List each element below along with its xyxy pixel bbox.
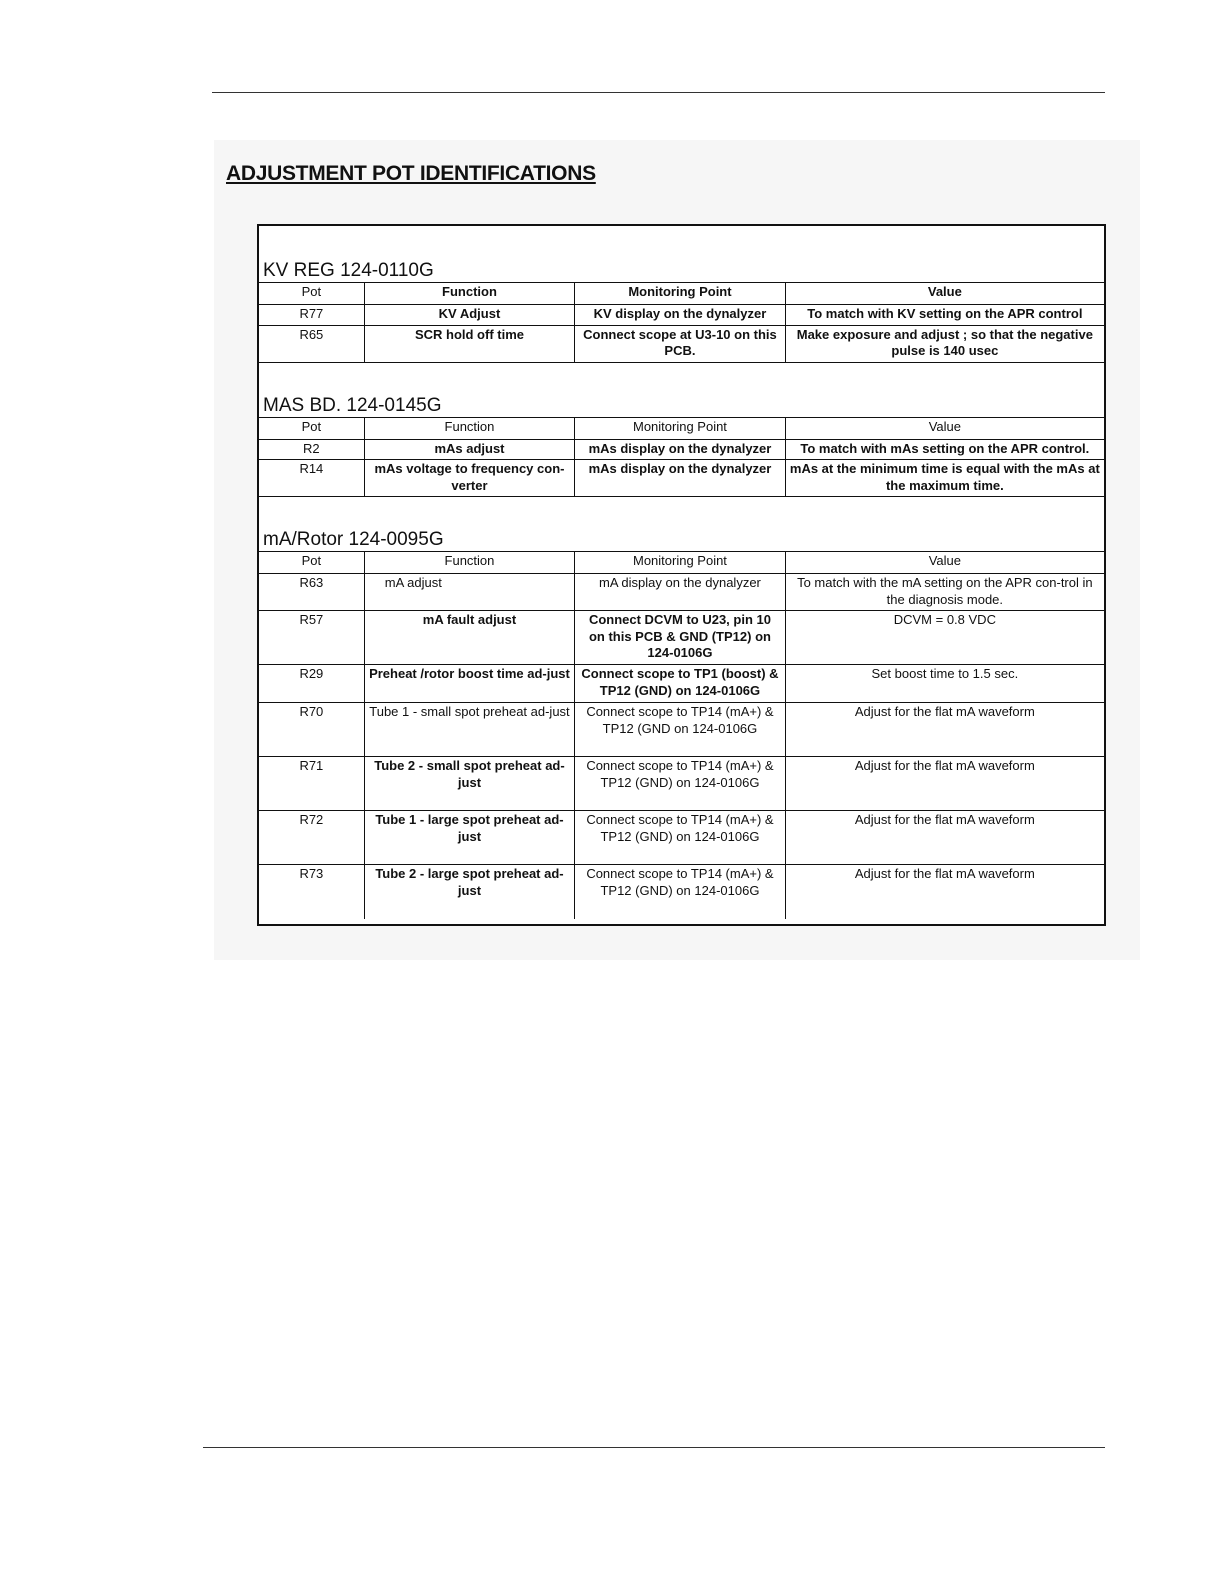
value-cell: Adjust for the flat mA waveform xyxy=(785,703,1104,757)
table-row xyxy=(259,325,1104,362)
pot-cell: R57 xyxy=(259,611,364,665)
value-cell: mAs at the minimum time is equal with the mAs at the maximum time. xyxy=(785,460,1104,497)
monitoring-cell: Connect scope to TP14 (mA+) & TP12 (GND) on 124-0106G xyxy=(575,811,785,865)
section-title-kv-reg: KV REG 124-0110G xyxy=(263,260,434,281)
page-title: ADJUSTMENT POT IDENTIFICATIONS xyxy=(226,162,596,185)
header-rule xyxy=(212,92,1105,93)
monitoring-cell: Connect scope to TP1 (boost) & TP12 (GND) on 124-0106G xyxy=(575,665,785,703)
pot-cell: R71 xyxy=(259,757,364,811)
monitoring-cell: mAs display on the dynalyzer xyxy=(575,460,785,497)
pot-cell: R14 xyxy=(259,460,364,497)
value-cell: Adjust for the flat mA waveform xyxy=(785,757,1104,811)
col-header-value: Value xyxy=(785,417,1104,439)
column-header-row xyxy=(259,417,1104,439)
function-cell: Tube 1 - large spot preheat ad-just xyxy=(364,811,574,865)
pot-cell: R2 xyxy=(259,439,364,460)
pot-identification-table-frame xyxy=(257,224,1106,926)
col-header-monitoring-point: Monitoring Point xyxy=(575,552,785,574)
function-cell: mAs voltage to frequency con-verter xyxy=(364,460,574,497)
col-header-value: Value xyxy=(785,552,1104,574)
pot-cell: R70 xyxy=(259,703,364,757)
table-row xyxy=(259,574,1104,611)
monitoring-cell: mA display on the dynalyzer xyxy=(575,574,785,611)
col-header-function: Function xyxy=(364,283,574,305)
section-title-ma-rotor: mA/Rotor 124-0095G xyxy=(259,497,1104,552)
value-cell: Adjust for the flat mA waveform xyxy=(785,811,1104,865)
function-cell: Tube 2 - small spot preheat ad-just xyxy=(364,757,574,811)
column-header-row xyxy=(259,552,1104,574)
col-header-monitoring-point: Monitoring Point xyxy=(575,417,785,439)
table-row xyxy=(259,703,1104,757)
pot-cell: R72 xyxy=(259,811,364,865)
pot-cell: R65 xyxy=(259,325,364,362)
section-title-row xyxy=(259,362,1104,417)
function-cell: mA fault adjust xyxy=(364,611,574,665)
monitoring-cell: Connect scope at U3-10 on this PCB. xyxy=(575,325,785,362)
value-cell: Adjust for the flat mA waveform xyxy=(785,865,1104,919)
value-cell: Set boost time to 1.5 sec. xyxy=(785,665,1104,703)
value-cell: To match with the mA setting on the APR con-trol in the diagnosis mode. xyxy=(785,574,1104,611)
table-row xyxy=(259,665,1104,703)
value-cell: To match with mAs setting on the APR control. xyxy=(785,439,1104,460)
monitoring-cell: Connect DCVM to U23, pin 10 on this PCB & GND (TP12) on 124-0106G xyxy=(575,611,785,665)
monitoring-cell: Connect scope to TP14 (mA+) & TP12 (GND) on 124-0106G xyxy=(575,865,785,919)
monitoring-cell: Connect scope to TP14 (mA+) & TP12 (GND on 124-0106G xyxy=(575,703,785,757)
table-row xyxy=(259,305,1104,326)
col-header-monitoring-point: Monitoring Point xyxy=(575,283,785,305)
section-title-mas-bd: MAS BD. 124-0145G xyxy=(259,362,1104,417)
section-title-row xyxy=(259,226,1104,283)
function-cell: SCR hold off time xyxy=(364,325,574,362)
col-header-value: Value xyxy=(785,283,1104,305)
col-header-function: Function xyxy=(364,552,574,574)
pot-cell: R29 xyxy=(259,665,364,703)
monitoring-cell: KV display on the dynalyzer xyxy=(575,305,785,326)
table-row xyxy=(259,460,1104,497)
table-row xyxy=(259,811,1104,865)
function-cell: mA adjust xyxy=(364,574,574,611)
col-header-function: Function xyxy=(364,417,574,439)
function-cell: mAs adjust xyxy=(364,439,574,460)
section-title-row xyxy=(259,497,1104,552)
function-cell: Tube 2 - large spot preheat ad-just xyxy=(364,865,574,919)
pot-cell: R73 xyxy=(259,865,364,919)
value-cell: To match with KV setting on the APR control xyxy=(785,305,1104,326)
table-row xyxy=(259,439,1104,460)
column-header-row xyxy=(259,283,1104,305)
table-row xyxy=(259,611,1104,665)
table-row xyxy=(259,865,1104,919)
col-header-pot: Pot xyxy=(259,552,364,574)
function-cell: Preheat /rotor boost time ad-just xyxy=(364,665,574,703)
pot-cell: R77 xyxy=(259,305,364,326)
pot-identification-table xyxy=(259,226,1104,919)
monitoring-cell: mAs display on the dynalyzer xyxy=(575,439,785,460)
function-cell: Tube 1 - small spot preheat ad-just xyxy=(364,703,574,757)
function-cell: KV Adjust xyxy=(364,305,574,326)
value-cell: DCVM = 0.8 VDC xyxy=(785,611,1104,665)
table-row xyxy=(259,757,1104,811)
pot-cell: R63 xyxy=(259,574,364,611)
value-cell: Make exposure and adjust ; so that the negative pulse is 140 usec xyxy=(785,325,1104,362)
monitoring-cell: Connect scope to TP14 (mA+) & TP12 (GND) on 124-0106G xyxy=(575,757,785,811)
col-header-pot: Pot xyxy=(259,283,364,305)
footer-rule xyxy=(203,1447,1105,1448)
col-header-pot: Pot xyxy=(259,417,364,439)
